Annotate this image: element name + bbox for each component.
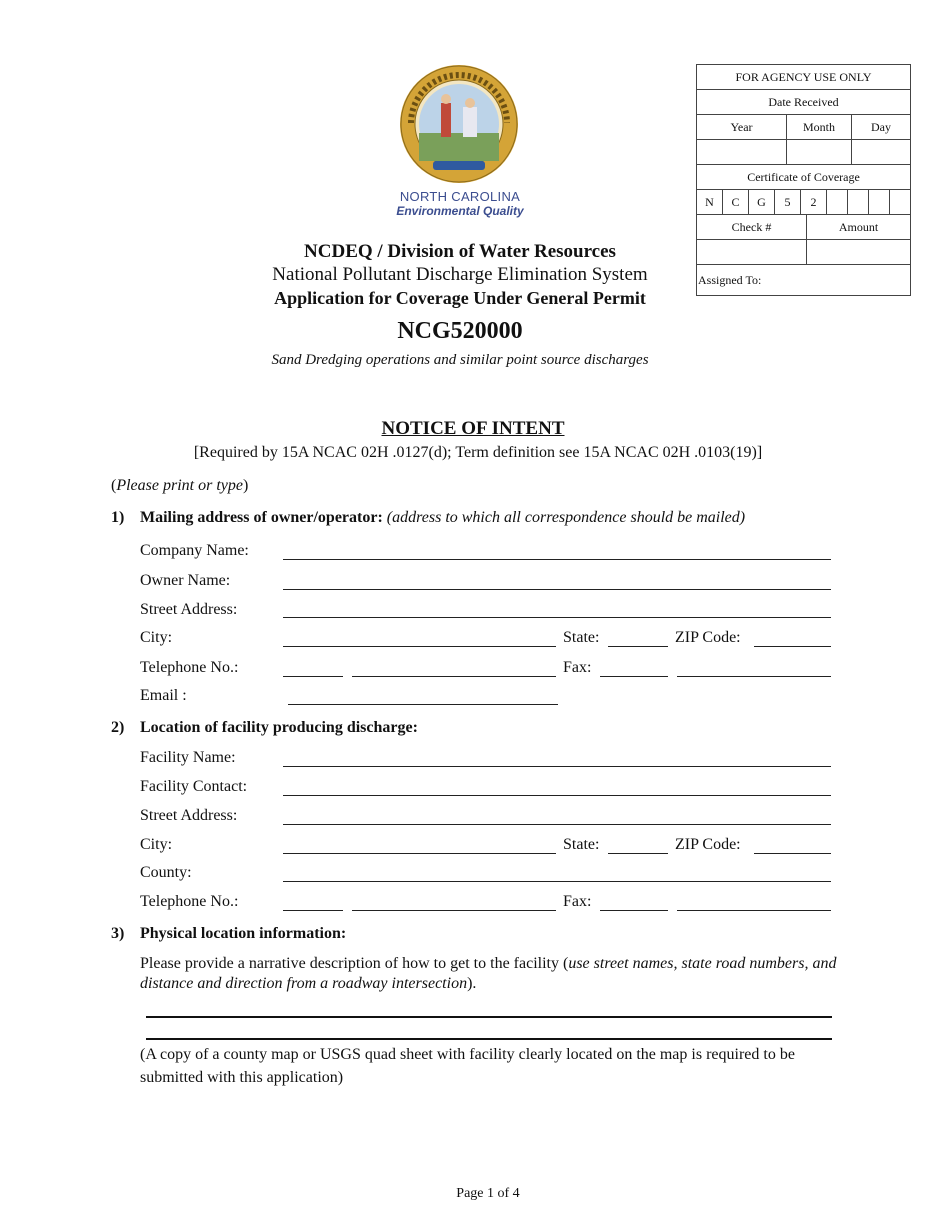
city-field[interactable] <box>283 646 556 647</box>
facility-telephone-number-field[interactable] <box>352 910 556 911</box>
cert-char-blank[interactable] <box>889 190 910 214</box>
email-field[interactable] <box>288 704 558 705</box>
certificate-label: Certificate of Coverage <box>747 169 860 184</box>
county-label: County: <box>140 864 192 881</box>
nc-seal-logo <box>393 63 525 185</box>
narrative-line-2[interactable] <box>146 1038 832 1040</box>
facility-name-field[interactable] <box>283 766 831 767</box>
notice-title: NOTICE OF INTENT <box>381 418 565 439</box>
day-field[interactable] <box>851 140 910 164</box>
cert-char: 2 <box>800 190 826 214</box>
org-line1: NORTH CAROLINA <box>399 189 521 204</box>
narrative-instruction <box>140 954 840 994</box>
agency-wordmark <box>380 190 540 218</box>
fax-label: Fax: <box>563 659 592 676</box>
zip-field[interactable] <box>754 646 831 647</box>
facility-zip-label: ZIP Code: <box>675 836 741 853</box>
owner-name-label: Owner Name: <box>140 572 231 589</box>
paren-open: ( <box>111 477 117 494</box>
permit-subtitle: Sand Dredging operations and similar point source discharges <box>271 352 649 368</box>
email-label: Email : <box>140 687 187 704</box>
telephone-label: Telephone No.: <box>140 659 239 676</box>
page-number: Page 1 of 4 <box>456 1186 520 1201</box>
company-name-field[interactable] <box>283 559 831 560</box>
state-field[interactable] <box>608 646 668 647</box>
division-title: NCDEQ / Division of Water Resources <box>304 241 616 262</box>
month-field[interactable] <box>786 140 851 164</box>
cert-char: C <box>722 190 748 214</box>
telephone-area-field[interactable] <box>283 676 343 677</box>
facility-telephone-label: Telephone No.: <box>140 893 239 910</box>
county-field[interactable] <box>283 881 831 882</box>
print-instruction-text: Please print or type <box>116 477 243 494</box>
owner-name-field[interactable] <box>283 589 831 590</box>
cert-char: G <box>748 190 774 214</box>
facility-city-label: City: <box>140 836 173 853</box>
section3-number: 3) <box>111 925 125 942</box>
fax-area-field[interactable] <box>600 676 668 677</box>
facility-fax-label: Fax: <box>563 893 592 910</box>
section2-title: Location of facility producing discharge: <box>140 719 418 736</box>
section2-number: 2) <box>111 719 125 736</box>
section1-subtitle: (address to which all correspondence should be mailed) <box>382 509 746 526</box>
print-instruction <box>111 477 248 495</box>
facility-fax-area-field[interactable] <box>600 910 668 911</box>
seal-graphic <box>393 63 525 185</box>
facility-street-field[interactable] <box>283 824 831 825</box>
year-label: Year <box>730 119 753 134</box>
permit-number: NCG520000 <box>397 318 523 344</box>
city-label: City: <box>140 629 173 646</box>
facility-fax-number-field[interactable] <box>677 910 831 911</box>
cert-char: N <box>705 194 714 209</box>
month-label: Month <box>786 115 851 139</box>
facility-telephone-area-field[interactable] <box>283 910 343 911</box>
facility-city-field[interactable] <box>283 853 556 854</box>
company-name-label: Company Name: <box>140 542 249 559</box>
section3-title: Physical location information: <box>140 925 347 942</box>
street-address-label: Street Address: <box>140 601 238 618</box>
facility-zip-field[interactable] <box>754 853 831 854</box>
section1-number: 1) <box>111 509 125 526</box>
section1-heading <box>140 509 745 527</box>
telephone-number-field[interactable] <box>352 676 556 677</box>
cert-char-blank[interactable] <box>868 190 889 214</box>
year-field[interactable] <box>697 140 786 164</box>
narrative-text-italic: use street names, state road numbers, and distance and direction from a roadway intersection <box>140 955 837 992</box>
org-line2: Environmental Quality <box>396 204 524 218</box>
cert-char: 5 <box>774 190 800 214</box>
agency-title: FOR AGENCY USE ONLY <box>735 69 872 84</box>
facility-contact-field[interactable] <box>283 795 831 796</box>
amount-label: Amount <box>806 215 910 239</box>
cert-char-blank[interactable] <box>847 190 868 214</box>
state-label: State: <box>563 629 600 646</box>
application-title: Application for Coverage Under General Permit <box>274 288 646 308</box>
facility-state-label: State: <box>563 836 600 853</box>
narrative-text-a: Please provide a narrative description of how to get to the facility ( <box>140 955 569 972</box>
facility-contact-label: Facility Contact: <box>140 778 248 795</box>
narrative-text-b: ). <box>467 975 477 992</box>
npdes-title: National Pollutant Discharge Elimination System <box>272 264 648 285</box>
map-requirement-note: (A copy of a county map or USGS quad sheet with facility clearly located on the map is required to be submitted with this application) <box>140 1046 795 1086</box>
day-label: Day <box>851 115 910 139</box>
facility-name-label: Facility Name: <box>140 749 236 766</box>
section1-title: Mailing address of owner/operator: <box>140 509 383 526</box>
check-label: Check # <box>731 219 772 234</box>
facility-street-label: Street Address: <box>140 807 238 824</box>
narrative-line-1[interactable] <box>146 1016 832 1018</box>
street-address-field[interactable] <box>283 617 831 618</box>
cert-char-blank[interactable] <box>826 190 847 214</box>
certificate-chars-row <box>697 189 910 214</box>
facility-state-field[interactable] <box>608 853 668 854</box>
date-received-label: Date Received <box>768 94 839 109</box>
paren-close: ) <box>242 477 249 494</box>
assigned-to-label: Assigned To: <box>698 272 762 287</box>
fax-number-field[interactable] <box>677 676 831 677</box>
zip-label: ZIP Code: <box>675 629 741 646</box>
notice-requirement: [Required by 15A NCAC 02H .0127(d); Term definition see 15A NCAC 02H .0103(19)] <box>193 444 763 461</box>
